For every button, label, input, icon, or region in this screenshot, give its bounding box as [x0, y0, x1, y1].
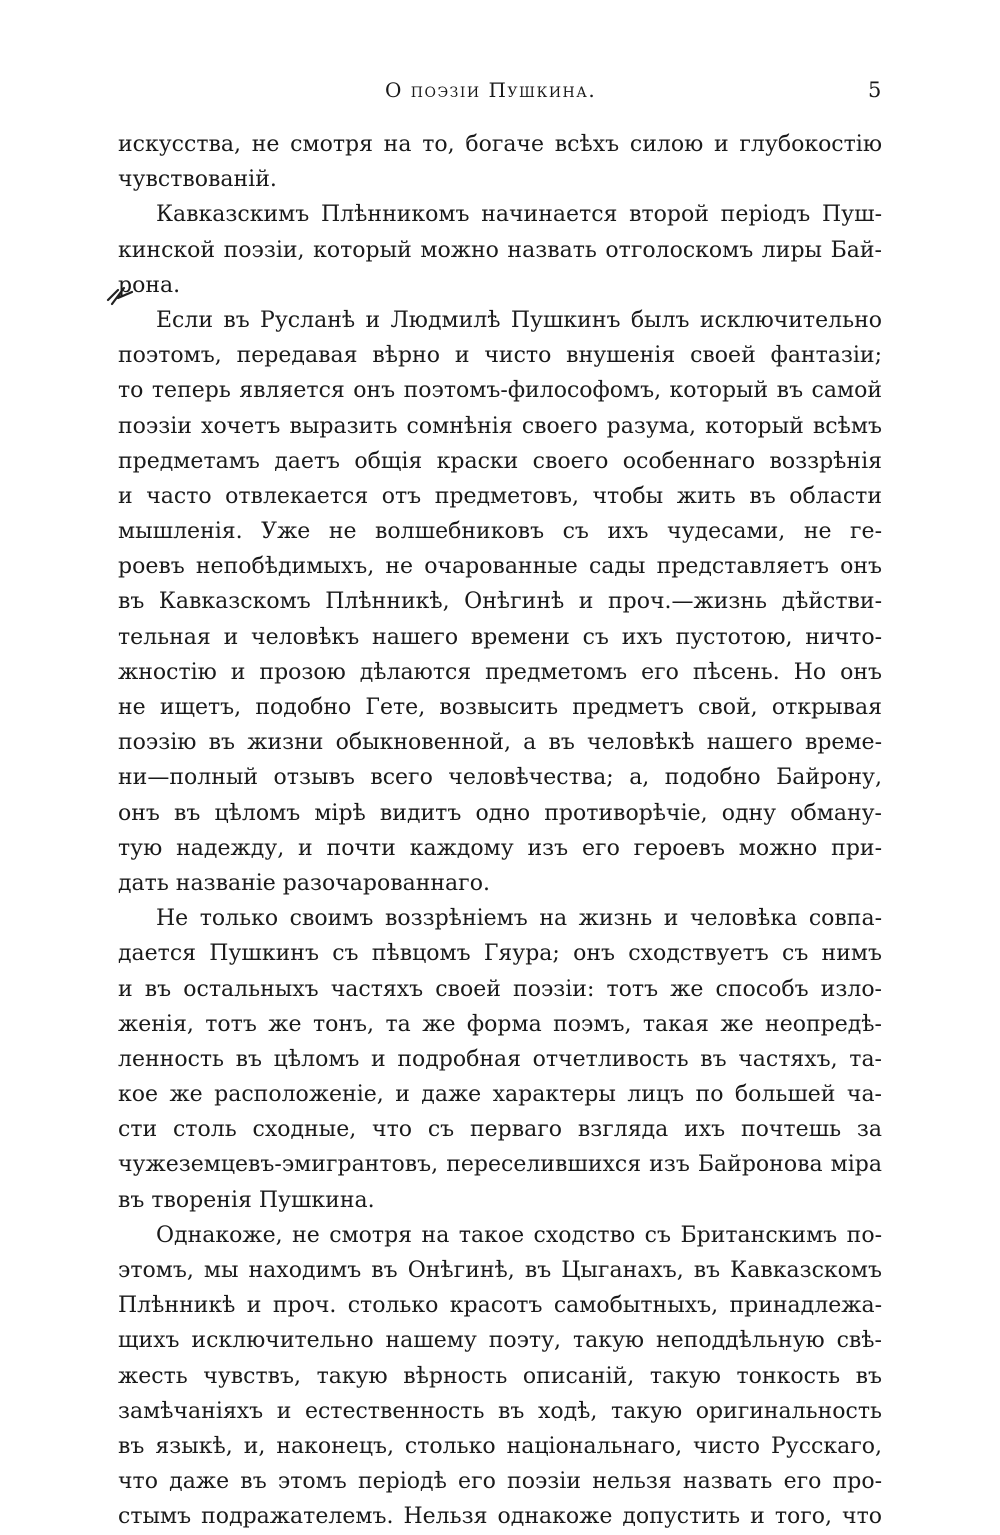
text-line: поэзіи хочетъ выразить сомнѣнія своего разума, который всѣмъ: [118, 413, 882, 439]
text-line: этомъ, мы находимъ въ Онѣгинѣ, въ Цыганахъ, въ Кавказскомъ: [118, 1258, 882, 1283]
text-line: Не только своимъ воззрѣніемъ на жизнь и человѣка совпа-: [156, 906, 882, 932]
text-line: жностію и прозою дѣлаются предметомъ его пѣсень. Но онъ: [118, 659, 882, 685]
text-line: въ Кавказскомъ Плѣнникѣ, Онѣгинѣ и проч.—жизнь дѣйстви-: [118, 589, 882, 615]
text-line: щихъ исключительно нашему поэту, такую неподдѣльную свѣ-: [118, 1328, 882, 1354]
text-line: чужеземцевъ-эмигрантовъ, переселившихся изъ Байронова міра: [118, 1152, 882, 1178]
text-line: рона.: [118, 272, 181, 298]
body-text: [118, 127, 882, 1535]
text-line: въ творенія Пушкина.: [118, 1187, 375, 1213]
text-line: стымъ подражателемъ. Нельзя однакоже допустить и того, что: [118, 1504, 882, 1530]
text-line: женія, тотъ же тонъ, та же форма поэмъ, такая же неопредѣ-: [118, 1011, 882, 1037]
text-line: дать названіе разочарованнаго.: [118, 870, 490, 896]
text-line: Плѣнникѣ и проч. столько красотъ самобытныхъ, принадлежа-: [118, 1293, 882, 1319]
text-line: кинской поэзіи, который можно назвать отголоскомъ лиры Бай-: [118, 237, 882, 263]
text-line: мышленія. Уже не волшебниковъ съ ихъ чудесами, не ге-: [118, 519, 882, 545]
text-line: роевъ непобѣдимыхъ, не очарованные сады представляетъ онъ: [118, 554, 882, 580]
text-line: кое же расположеніе, и даже характеры лицъ по большей ча-: [118, 1082, 882, 1108]
text-line: тельная и человѣкъ нашего времени съ ихъ пустотою, ничто-: [118, 624, 882, 650]
text-line: искусства, не смотря на то, богаче всѣхъ силою и глубокостію: [118, 132, 882, 157]
text-line: Если въ Русланѣ и Людмилѣ Пушкинъ былъ исключительно: [156, 307, 882, 333]
text-line: дается Пушкинъ съ пѣвцомъ Гяура; онъ сходствуетъ съ нимъ: [118, 941, 882, 967]
text-line: сти столь сходные, что съ перваго взгляда ихъ почтешь за: [118, 1117, 882, 1143]
text-line: поэтомъ, передавая вѣрно и чисто внушенія своей фантазіи;: [118, 343, 882, 369]
text-line: то теперь является онъ поэтомъ-философомъ, который въ самой: [118, 378, 882, 404]
text-line: ни—полный отзывъ всего человѣчества; а, подобно Байрону,: [118, 765, 882, 791]
text-line: поэзію въ жизни обыкновенной, а въ человѣкѣ нашего време-: [118, 730, 882, 756]
text-line: ленность въ цѣломъ и подробная отчетливость въ частяхъ, та-: [118, 1046, 882, 1072]
text-line: и въ остальныхъ частяхъ своей поэзіи: тотъ же способъ изло-: [118, 976, 882, 1002]
running-head: [0, 78, 1000, 108]
text-line: онъ въ цѣломъ мірѣ видитъ одно противорѣчіе, одну обману-: [118, 800, 882, 826]
text-line: не ищетъ, подобно Гете, возвысить предметъ свой, открывая: [118, 695, 882, 720]
text-line: тую надежду, и почти каждому изъ его героевъ можно при-: [118, 835, 882, 861]
running-title: О поэзіи Пушкина.: [385, 78, 597, 102]
text-line: предметамъ даетъ общія краски своего особеннаго воззрѣнія: [118, 448, 882, 474]
text-line: Однакоже, не смотря на такое сходство съ Британскимъ по-: [156, 1222, 882, 1248]
text-line: замѣчаніяхъ и естественность въ ходѣ, такую оригинальность: [118, 1398, 882, 1424]
text-line: въ языкѣ, и, наконецъ, столько національнаго, чисто Русскаго,: [118, 1433, 882, 1459]
page-number: 5: [868, 78, 882, 102]
text-line: что даже въ этомъ періодѣ его поэзіи нельзя назвать его про-: [118, 1469, 882, 1495]
text-line: и часто отвлекается отъ предметовъ, чтобы жить въ области: [118, 483, 882, 509]
text-line: чувствованій.: [118, 167, 277, 193]
text-line: жесть чувствъ, такую вѣрность описаній, такую тонкость въ: [118, 1363, 882, 1389]
text-line: Кавказскимъ Плѣнникомъ начинается второй періодъ Пуш-: [156, 202, 882, 228]
